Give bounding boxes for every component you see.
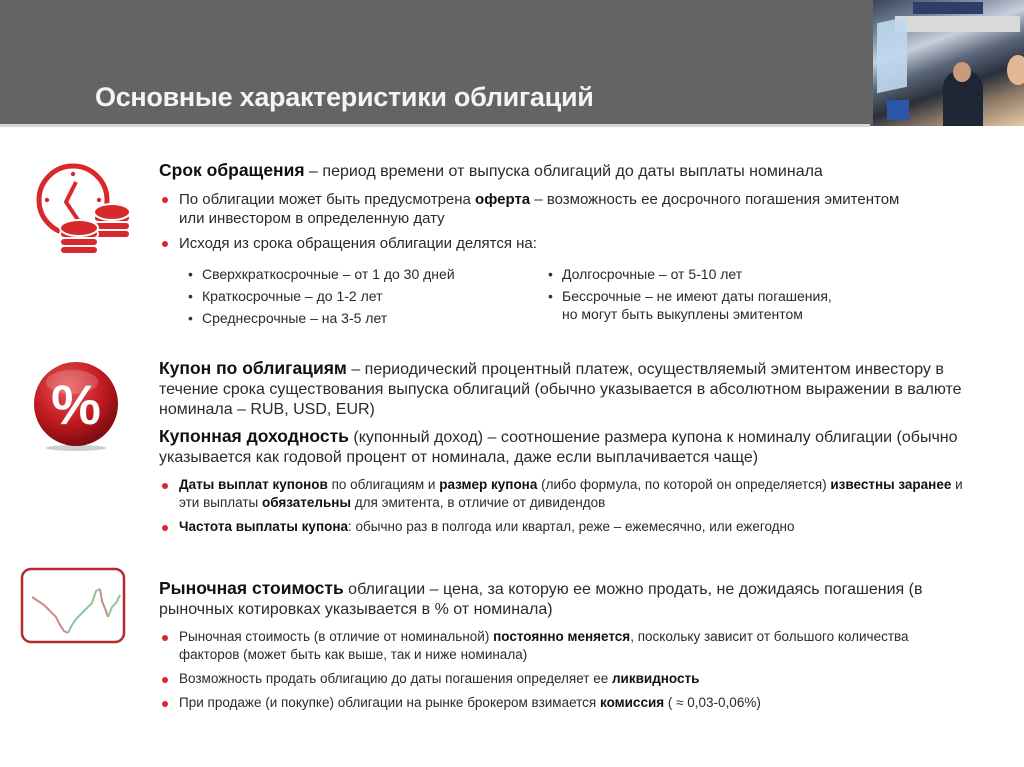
header-divider <box>0 124 870 127</box>
section-maturity <box>159 160 919 253</box>
lead-coupon-yield: Купонная доходность (купонный доход) – соотношение размера купона к номиналу облигации (обычно указывается как годовой процент от номинала, даже если выплачивается чаще) <box>159 426 958 466</box>
list-item-continuation: но могут быть выкуплены эмитентом <box>562 306 803 322</box>
slide-title: Основные характеристики облигаций <box>95 82 594 112</box>
bullet-price-changes: Рыночная стоимость (в отличие от номинальной) постоянно меняется, поскольку зависит от большого количества факторов (может быть как выше, так и ниже номинала) <box>159 628 949 664</box>
section-coupon <box>159 358 969 536</box>
bullet-classification: Исходя из срока обращения облигации делятся на: <box>159 234 919 253</box>
svg-text:%: % <box>51 373 101 436</box>
bullet-coupon-dates: Даты выплат купонов по облигациям и размер купона (либо формула, по которой он определяется) известны заранее и эти выплаты обязательны для эмитента, в отличие от дивидендов <box>159 476 969 512</box>
maturity-types-right <box>548 264 908 324</box>
bullet-commission: При продаже (и покупке) облигации на рынке брокером взимается комиссия ( ≈ 0,03-0,06%) <box>159 694 949 712</box>
slide-header <box>0 0 1024 126</box>
list-item: • Сверхкраткосрочные – от 1 до 30 дней <box>188 264 548 286</box>
list-item: • Среднесрочные – на 3-5 лет <box>188 308 548 330</box>
clock-coins-icon <box>28 158 133 258</box>
bullet-liquidity: Возможность продать облигацию до даты погашения определяет ее ликвидность <box>159 670 949 688</box>
list-item: • Долгосрочные – от 5-10 лет <box>548 264 908 286</box>
maturity-types-left <box>188 264 548 330</box>
section-market-value <box>159 578 949 712</box>
list-item: • Бессрочные – не имеют даты погашения, <box>548 286 908 304</box>
bullet-coupon-frequency: Частота выплаты купона: обычно раз в полгода или квартал, реже – ежемесячно, или ежегодно <box>159 518 969 536</box>
list-item: • Краткосрочные – до 1-2 лет <box>188 286 548 308</box>
percent-icon <box>30 360 122 452</box>
lead-maturity: Срок обращения – период времени от выпуска облигаций до даты выплаты номинала <box>159 160 823 180</box>
lead-coupon: Купон по облигациям – периодический процентный платеж, осуществляемый эмитентом инвестору в течение срока существования выпуска облигаций (обычно указывается в абсолютном выражении в валюте номинала – RUB, USD, EUR) <box>159 358 962 418</box>
price-chart-icon <box>20 567 126 644</box>
trading-floor-photo <box>873 0 1024 126</box>
bullet-offer: По облигации может быть предусмотрена оферта – возможность ее досрочного погашения эмитентом или инвестором в определенную дату <box>159 190 919 228</box>
lead-market-value: Рыночная стоимость облигации – цена, за которую ее можно продать, не дожидаясь погашения (в рыночных котировках указывается в % от номинала) <box>159 578 923 618</box>
